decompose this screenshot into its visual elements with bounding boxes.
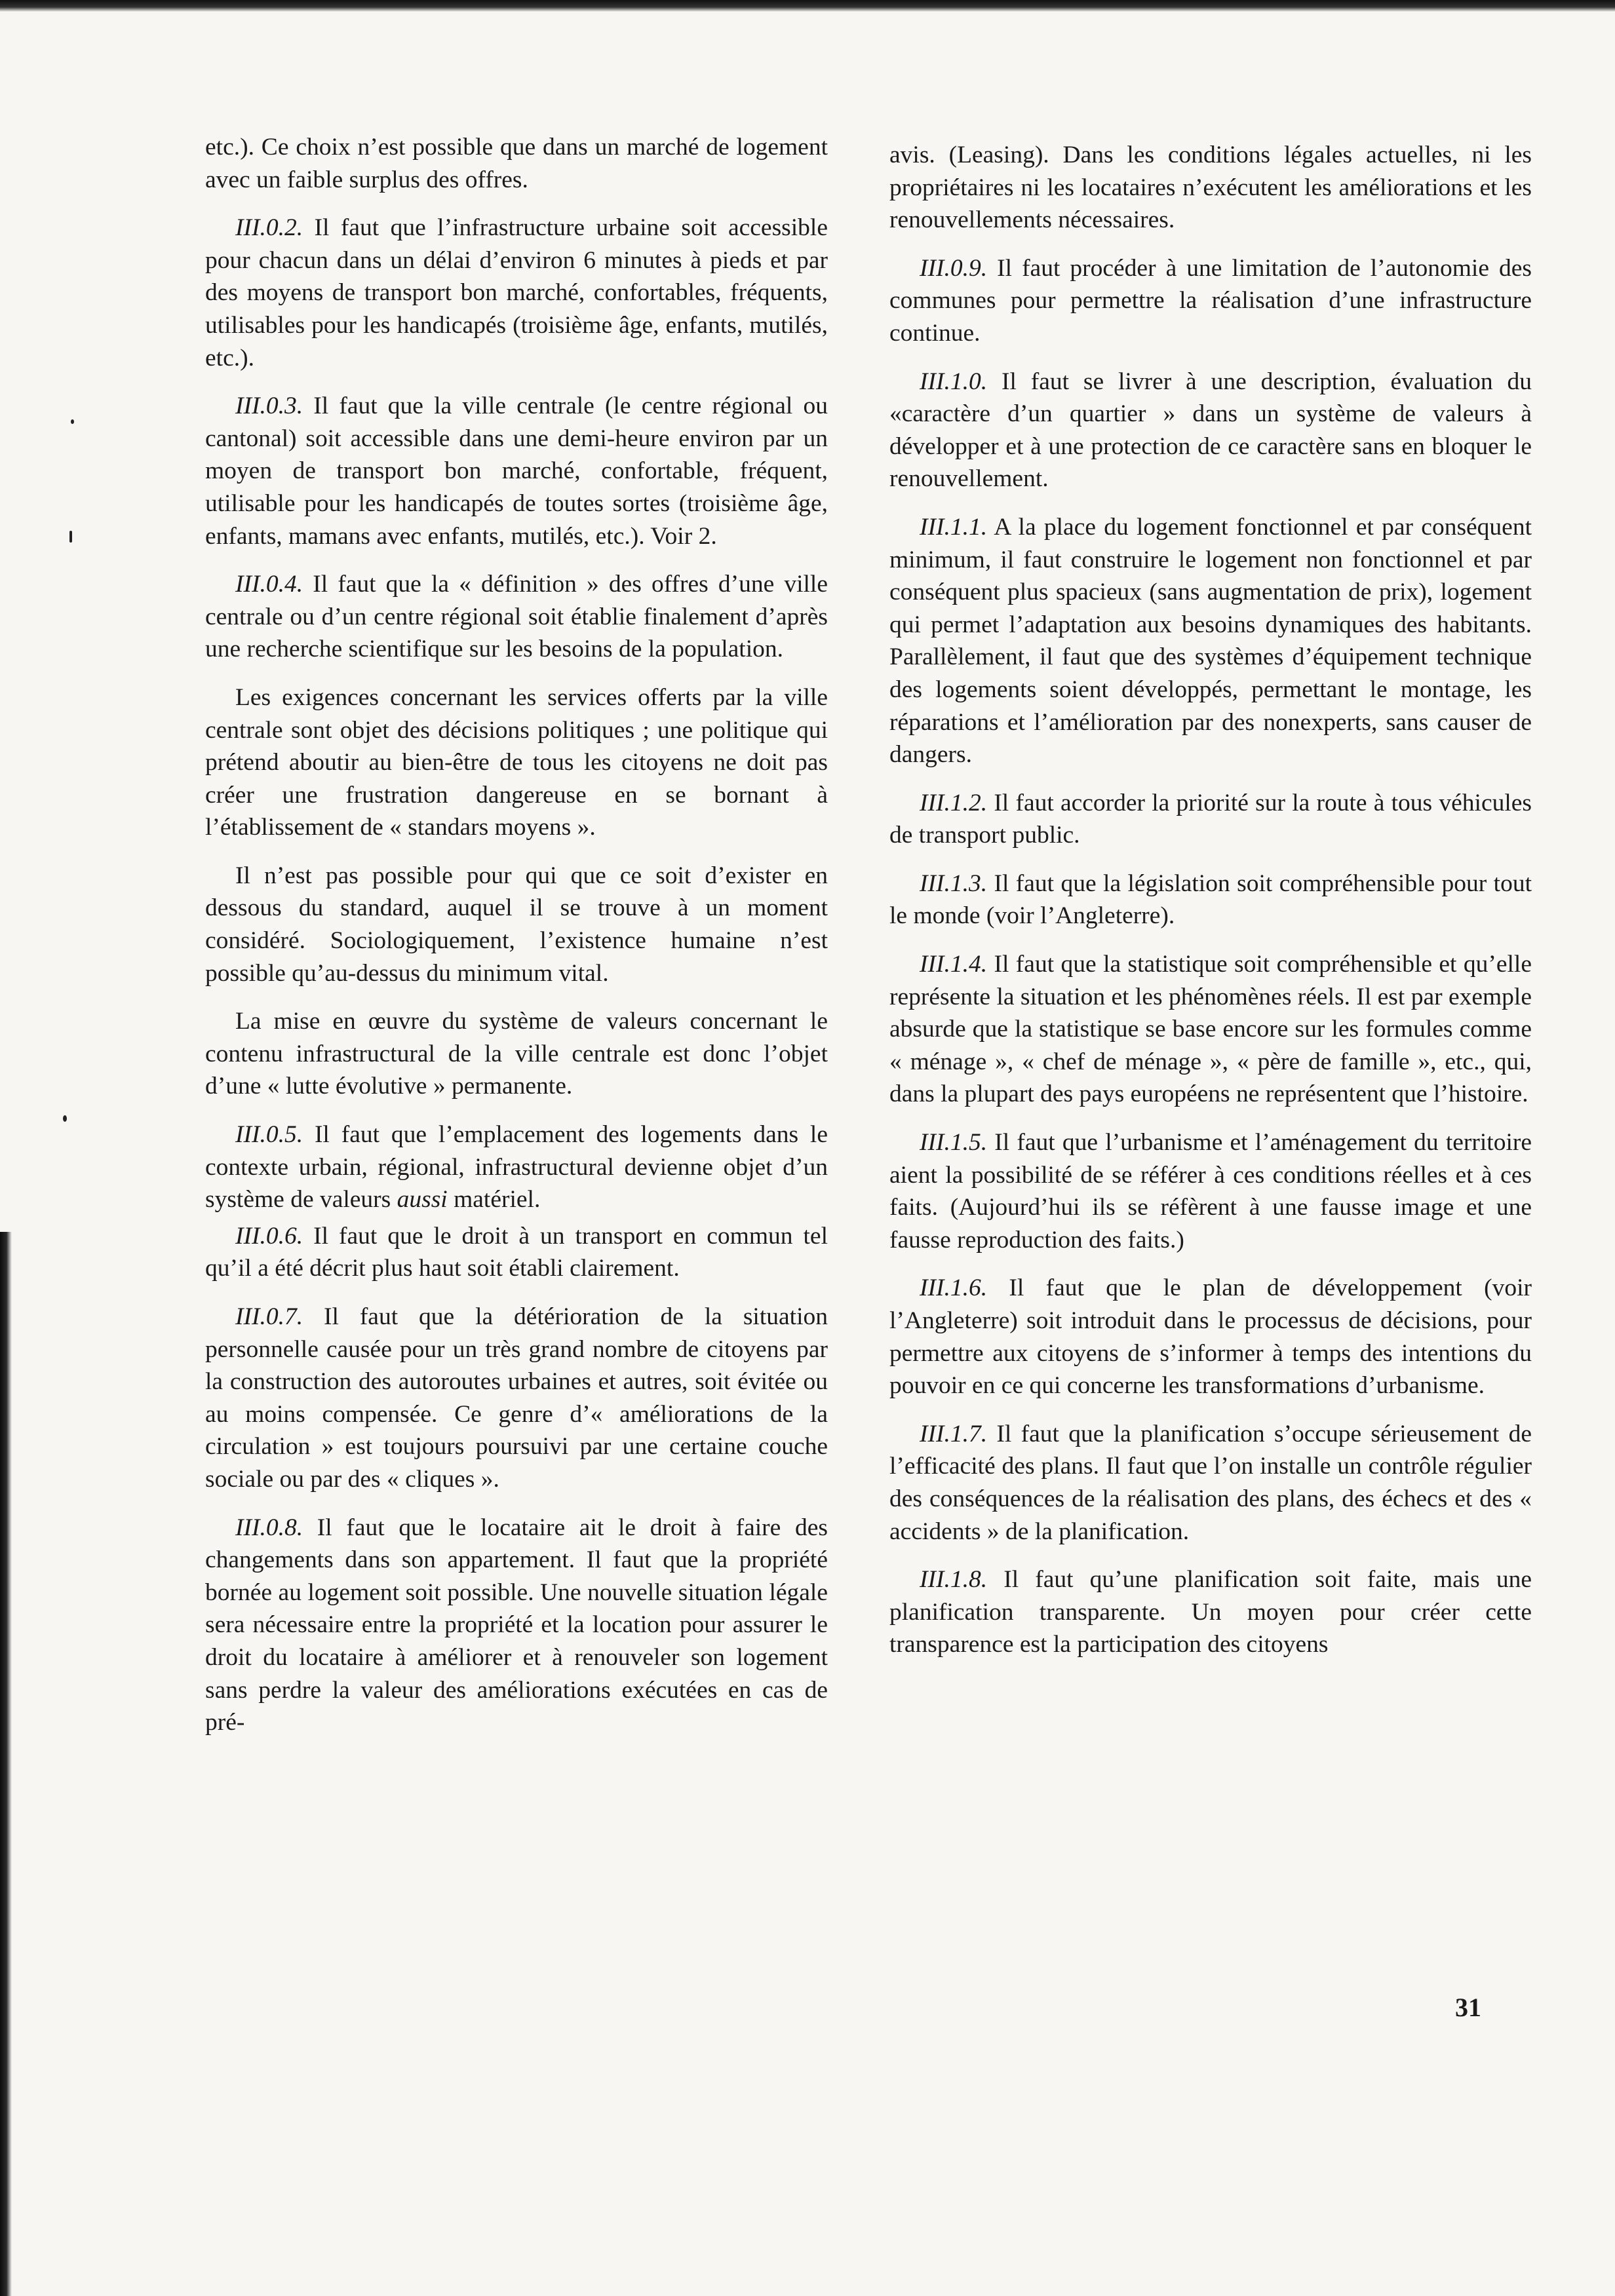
page-number: 31 <box>1455 1993 1481 2022</box>
paragraph: III.1.4. Il faut que la statistique soit compréhensible et qu’elle représente la situation et les phénomènes réels. Il est par exemple absurde que la statistique se base encore sur les formules comme « ménage », « chef de ménage », « père de famille », etc., qui, dans la plupart des pays européens ne représentent que l’histoire. <box>889 951 1532 1108</box>
paragraph: III.1.8. Il faut qu’une planification soit faite, mais une planification transparente. Un moyen pour créer cette transparence est la participation des citoyens <box>889 1566 1532 1658</box>
section-number: III.1.4. <box>920 951 988 978</box>
scan-speck <box>69 531 72 543</box>
paragraph: avis. (Leasing). Dans les conditions légales actuelles, ni les propriétaires ni les locataires n’exécutent les améliorations et les renouvellements nécessaires. <box>889 142 1532 234</box>
section-number: III.0.2. <box>235 214 303 242</box>
paragraph: III.1.7. Il faut que la planification s’occupe sérieusement de l’efficacité des plans. Il faut que l’on installe un contrôle régulier des conséquences de la réalisation des plans, des échecs et des « accidents » de la planification. <box>889 1420 1532 1545</box>
right-column <box>889 139 1532 1677</box>
section-number: III.0.9. <box>920 254 988 282</box>
paragraph: III.1.6. Il faut que le plan de développement (voir l’Angleterre) soit introduit dans le processus de décisions, pour permettre aux citoyens de s’informer à temps des intentions du pouvoir en ce qui concerne les transformations d’urbanisme. <box>889 1274 1532 1400</box>
paragraph: III.0.5. Il faut que l’emplacement des logements dans le contexte urbain, régional, infrastructural devienne objet d’un système de valeurs aussi matériel. <box>205 1121 828 1214</box>
section-number: III.0.5. <box>235 1121 303 1149</box>
paragraph: Les exigences concernant les services offerts par la ville centrale sont objet des décisions politiques ; une politique qui prétend aboutir au bien-être de tous les citoyens ne doit pas créer une frustration dangereuse en se bornant à l’établissement de « standars moyens ». <box>205 683 828 841</box>
section-number: III.0.7. <box>235 1303 303 1330</box>
scan-edge-left <box>0 1232 12 2296</box>
paragraph: III.0.4. Il faut que la « définition » des offres d’une ville centrale ou d’un centre régional soit établie finalement d’après une recherche scientifique sur les besoins de la population. <box>205 571 828 663</box>
scan-speck <box>63 1115 67 1122</box>
section-number: III.1.2. <box>920 789 988 816</box>
scan-speck <box>71 419 74 424</box>
paragraph: III.0.6. Il faut que le droit à un transport en commun tel qu’il a été décrit plus haut soit établi clairement. <box>205 1222 828 1282</box>
paragraph: III.0.9. Il faut procéder à une limitation de l’autonomie des communes pour permettre la réalisation d’une infrastructure continue. <box>889 254 1532 347</box>
section-number: III.1.8. <box>920 1566 988 1594</box>
section-number: III.0.6. <box>235 1222 303 1250</box>
section-number: III.0.3. <box>235 392 303 420</box>
section-number: III.0.4. <box>235 571 303 598</box>
paragraph: III.0.8. Il faut que le locataire ait le droit à faire des changements dans son appartement. Il faut que la propriété bornée au logement soit possible. Une nouvelle situation légale sera nécessaire entre la propriété et la location pour assurer le droit du locataire à améliorer et à renouveler son logement sans perdre la valeur des améliorations exécutées en cas de pré- <box>205 1514 828 1736</box>
section-number: III.0.8. <box>235 1514 303 1541</box>
paragraph: III.0.7. Il faut que la détérioration de la situation personnelle causée pour un très grand nombre de citoyens par la construction des autoroutes urbaines et autres, soit évitée ou au moins compensée. Ce genre d’« améliorations de la circulation » est toujours poursuivi par une certaine couche sociale ou par des « cliques ». <box>205 1303 828 1493</box>
paragraph: III.1.2. Il faut accorder la priorité sur la route à tous véhicules de transport public. <box>889 789 1532 849</box>
paragraph: III.0.3. Il faut que la ville centrale (le centre régional ou cantonal) soit accessible dans une demi-heure environ par un moyen de transport bon marché, confortable, fréquent, utilisable pour les handicapés de toutes sortes (troisième âge, enfants, mamans avec enfants, mutilés, etc.). Voir 2. <box>205 392 828 550</box>
paragraph: La mise en œuvre du système de valeurs concernant le contenu infrastructural de la ville centrale est donc l’objet d’une « lutte évolutive » permanente. <box>205 1008 828 1100</box>
paragraph: Il n’est pas possible pour qui que ce soit d’exister en dessous du standard, auquel il se trouve à un moment considéré. Sociologiquement, l’existence humaine n’est possible qu’au-dessus du minimum vital. <box>205 862 828 987</box>
paragraph: III.1.1. A la place du logement fonctionnel et par conséquent minimum, il faut construire le logement non fonctionnel et par conséquent plus spacieux (sans augmentation de prix), logement qui permet l’adaptation aux besoins dynamiques des habitants. Parallèlement, il faut que des systèmes d’équipement technique des logements soient développés, permettant le montage, les réparations et l’amélioration par des nonexperts, sans causer de dangers. <box>889 513 1532 769</box>
scan-edge-top <box>0 0 1615 12</box>
section-number: III.1.6. <box>920 1274 988 1302</box>
paragraph: III.1.3. Il faut que la législation soit compréhensible pour tout le monde (voir l’Angleterre). <box>889 870 1532 930</box>
section-number: III.1.3. <box>920 870 988 897</box>
paragraph: III.1.5. Il faut que l’urbanisme et l’aménagement du territoire aient la possibilité de se référer à ces conditions réelles et à ces faits. (Aujourd’hui ils se réfèrent à une fausse image et une fausse reproduction des faits.) <box>889 1129 1532 1253</box>
section-number: III.1.7. <box>920 1420 988 1447</box>
section-number: III.1.5. <box>920 1129 988 1157</box>
paragraph: III.0.2. Il faut que l’infrastructure urbaine soit accessible pour chacun dans un délai d’environ 6 minutes à pieds et par des moyens de transport bon marché, confortables, fréquents, utilisables pour les handicapés (troisième âge, enfants, mutilés, etc.). <box>205 214 828 372</box>
left-column <box>205 131 828 1755</box>
paragraph: etc.). Ce choix n’est possible que dans un marché de logement avec un faible surplus des offres. <box>205 134 828 193</box>
section-number: III.1.0. <box>920 368 988 395</box>
section-number: III.1.1. <box>920 513 988 541</box>
paragraph: III.1.0. Il faut se livrer à une description, évaluation du «caractère d’un quartier » dans un système de valeurs à développer et à une protection de ce caractère sans en bloquer le renouvellement. <box>889 368 1532 493</box>
